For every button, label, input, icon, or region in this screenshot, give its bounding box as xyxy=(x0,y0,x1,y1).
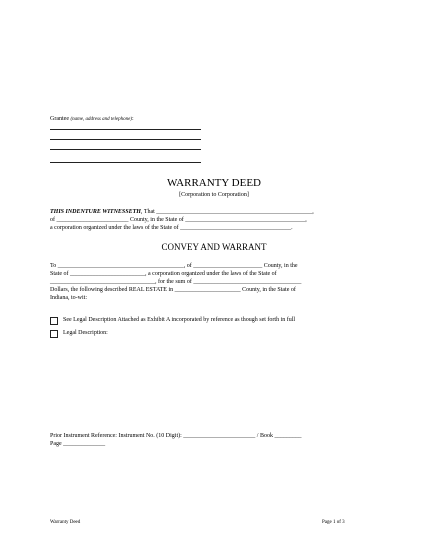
grantee-note: (name, address and telephone) xyxy=(70,117,132,122)
document-subtitle: [Corporation to Corporation] xyxy=(179,192,249,198)
footer-page-number: Page 1 of 3 xyxy=(322,520,345,525)
grantee-line-3[interactable] xyxy=(50,149,201,150)
exhibit-a-checkbox[interactable] xyxy=(50,317,58,325)
convey-heading: CONVEY AND WARRANT xyxy=(161,242,267,252)
legal-description-checkbox[interactable] xyxy=(50,330,58,338)
convey-line-3: ___________________________________, for the sum of ____________________________________ xyxy=(50,279,302,285)
grantee-line-2[interactable] xyxy=(50,139,201,140)
legal-description-label: Legal Description: xyxy=(63,330,108,336)
convey-line-1: To __________________________________________, of _______________________ County, in the xyxy=(50,263,298,269)
prior-instrument-line-1: Prior Instrument Reference: Instrument No. (10 Digit): ________________________ / Book _________ xyxy=(50,433,302,439)
indenture-line-1-rest: , That ____________________________________________________, xyxy=(140,209,314,215)
grantee-line-1[interactable] xyxy=(50,129,201,130)
indenture-line-2: of ________________________ County, in the State of ________________________________________, xyxy=(50,217,307,223)
indenture-lead: THIS INDENTURE WITNESSETH xyxy=(50,209,141,215)
grantee-colon: : xyxy=(131,116,134,122)
footer-document-name: Warranty Deed xyxy=(50,520,81,525)
grantee-label: Grantee xyxy=(50,116,69,122)
indenture-line-1 xyxy=(50,208,314,216)
indenture-line-3: a corporation organized under the laws of the State of _____________________________________. xyxy=(50,225,293,231)
prior-instrument-line-2: Page ______________ xyxy=(50,441,106,447)
exhibit-a-label: See Legal Description Attached as Exhibit A incorporated by reference as though set forth in full xyxy=(63,317,296,323)
grantee-line-4[interactable] xyxy=(50,162,201,163)
document-title: WARRANTY DEED xyxy=(167,177,261,189)
convey-line-5: Indiana, to-wit: xyxy=(50,295,87,301)
convey-line-2: State of _________________________, a corporation organized under the laws of the State of xyxy=(50,271,277,277)
convey-line-4: Dollars, the following described REAL ESTATE in ______________________ County, in the State of xyxy=(50,287,296,293)
grantee-label-line xyxy=(50,115,134,124)
